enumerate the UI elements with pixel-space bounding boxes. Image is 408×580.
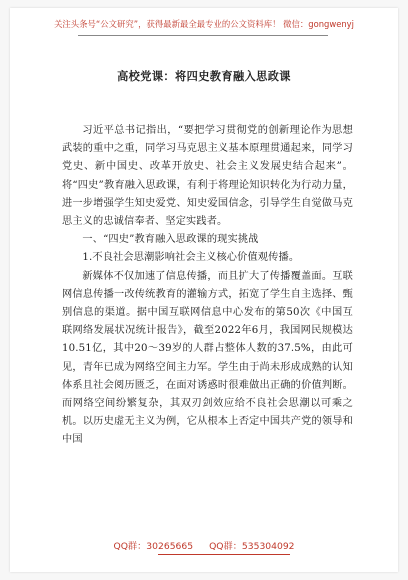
header-divider [78,35,328,36]
section-heading: 一、“四史”教育融入思政课的现实挑战 [82,234,259,246]
footer-divider [158,554,290,555]
paragraph-intro: 习近平总书记指出，“要把学习贯彻党的创新理论作为思想武装的重中之重，同学习马克思主义基本原理贯通起来，同学习党史、新中国史、改革开放史、社会主义发展史结合起来”。将“四史”教育融入思政课，有利于将理论知识转化为行动力量，进一步增强学生知史爱党、知史爱国信念，引导学生自觉做马克思主义的忠诚信奉者、坚定实践者。 [62,125,353,228]
document-body [62,122,353,450]
paragraph-body: 新媒体不仅加速了信息传播，而且扩大了传播覆盖面。互联网信息传播一改传统教育的灌输方式，拓宽了学生自主选择、甄别信息的渠道。据中国互联网信息中心发布的第50次《中国互联网络发展状况统计报告》，截至2022年6月，我国网民规模达10.51亿，其中20～39岁的人群占整体人数的37.5%，由此可见，青年已成为网络空间主力军。学生由于尚未形成成熟的认知体系且社会阅历匮乏，在面对诱惑时很难做出正确的价值判断。而网络空间纷繁复杂，其双刃剑效应给不良社会思潮以可乘之机。以历史虚无主义为例，它从根本上否定中国共产党的领导和中国 [62,270,353,446]
footer-contacts [10,538,398,552]
header-note: 关注头条号“公文研究”，获得最新最全最专业的公文资料库！ 微信：gongwenyj [54,19,354,29]
subsection-heading: 1.不良社会思潮影响社会主义核心价值观传播。 [82,252,300,264]
footer-qq-group-1: QQ群：30265665 [113,541,194,552]
document-page [10,8,398,572]
document-title: 高校党课：将四史教育融入思政课 [117,69,291,83]
footer-qq-group-2: QQ群：535304092 [209,541,295,552]
